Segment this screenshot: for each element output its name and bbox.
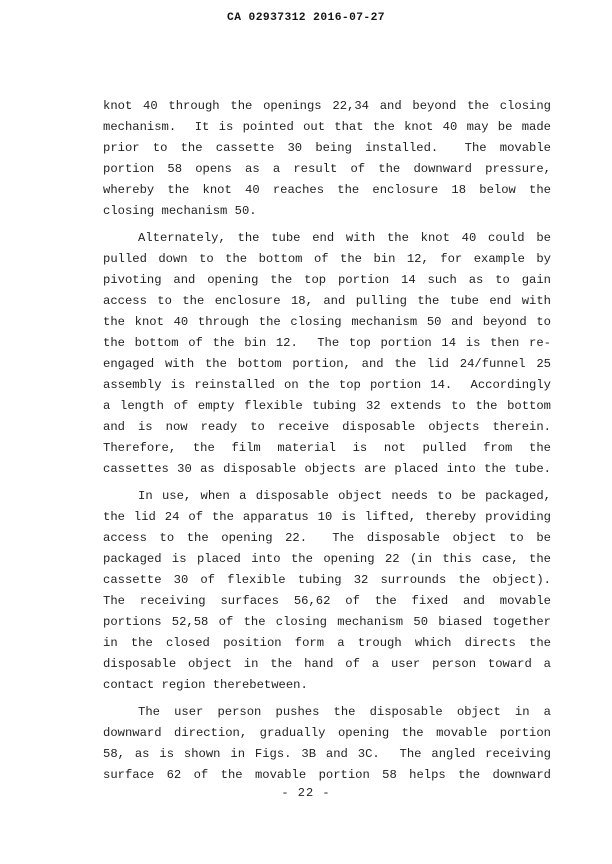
text-line: access to the opening 22. The disposable object to be bbox=[103, 531, 551, 545]
page-number: - 22 - bbox=[281, 786, 331, 800]
text-line: mechanism. It is pointed out that the knot 40 may be made bbox=[103, 120, 551, 134]
paragraph bbox=[103, 228, 551, 480]
text-line: Alternately, the tube end with the knot 40 could be bbox=[138, 231, 551, 245]
text-line: and is now ready to receive disposable objects therein. bbox=[103, 420, 551, 434]
paragraph bbox=[103, 486, 551, 696]
text-line: 58, as is shown in Figs. 3B and 3C. The angled receiving bbox=[103, 747, 551, 761]
text-line: the lid 24 of the apparatus 10 is lifted, thereby providing bbox=[103, 510, 551, 524]
paragraph bbox=[103, 702, 551, 786]
text-line: the bottom of the bin 12. The top portion 14 is then re- bbox=[103, 336, 551, 350]
text-line: The receiving surfaces 56,62 of the fixed and movable bbox=[103, 594, 551, 608]
paragraph bbox=[103, 96, 551, 222]
text-line: surface 62 of the movable portion 58 helps the downward bbox=[103, 768, 551, 782]
text-line: in the closed position form a trough which directs the bbox=[103, 636, 551, 650]
text-line: packaged is placed into the opening 22 (in this case, the bbox=[103, 552, 551, 566]
text-line: cassette 30 of flexible tubing 32 surrounds the object). bbox=[103, 573, 551, 587]
text-line: pivoting and opening the top portion 14 such as to gain bbox=[103, 273, 551, 287]
text-line: access to the enclosure 18, and pulling the tube end with bbox=[103, 294, 551, 308]
text-line: pulled down to the bottom of the bin 12, for example by bbox=[103, 252, 551, 266]
text-line: portion 58 opens as a result of the downward pressure, bbox=[103, 162, 551, 176]
text-line: a length of empty flexible tubing 32 extends to the bottom bbox=[103, 399, 551, 413]
text-line: engaged with the bottom portion, and the lid 24/funnel 25 bbox=[103, 357, 551, 371]
text-line: knot 40 through the openings 22,34 and beyond the closing bbox=[103, 99, 551, 113]
text-line: The user person pushes the disposable object in a bbox=[138, 705, 551, 719]
text-line: the knot 40 through the closing mechanism 50 and beyond to bbox=[103, 315, 551, 329]
text-line: Therefore, the film material is not pulled from the bbox=[103, 441, 551, 455]
text-line: whereby the knot 40 reaches the enclosure 18 below the bbox=[103, 183, 551, 197]
document-body bbox=[103, 96, 551, 786]
text-line: In use, when a disposable object needs to be packaged, bbox=[138, 489, 551, 503]
patent-header: CA 02937312 2016-07-27 bbox=[227, 12, 385, 24]
text-line: assembly is reinstalled on the top portion 14. Accordingly bbox=[103, 378, 551, 392]
text-line: downward direction, gradually opening the movable portion bbox=[103, 726, 551, 740]
text-line: portions 52,58 of the closing mechanism 50 biased together bbox=[103, 615, 551, 629]
text-line: contact region therebetween. bbox=[103, 678, 308, 692]
text-line: prior to the cassette 30 being installed. The movable bbox=[103, 141, 551, 155]
text-line: disposable object in the hand of a user person toward a bbox=[103, 657, 551, 671]
text-line: cassettes 30 as disposable objects are placed into the tube. bbox=[103, 462, 551, 476]
text-line: closing mechanism 50. bbox=[103, 204, 257, 218]
